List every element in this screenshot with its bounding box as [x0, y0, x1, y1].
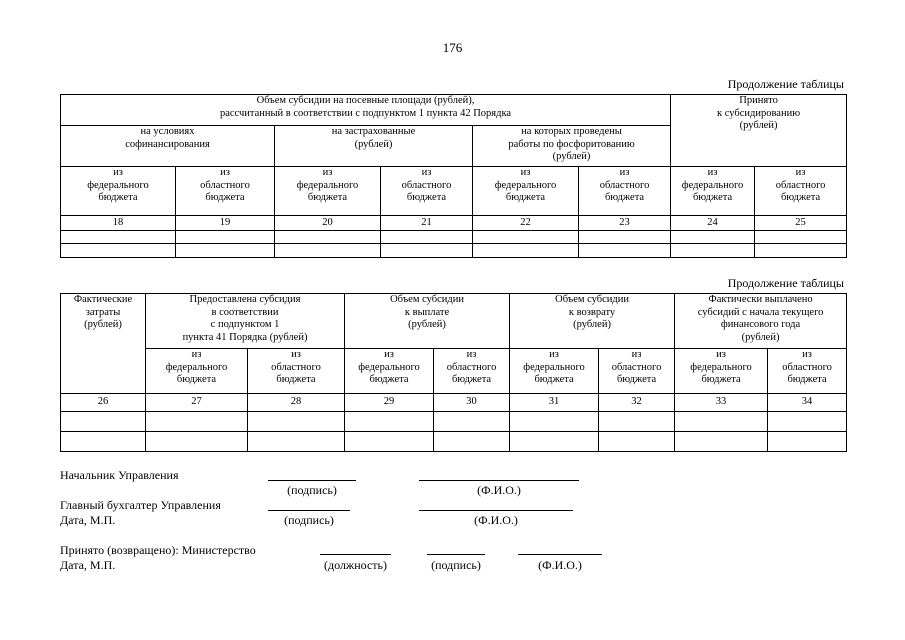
header-federal: из федерального бюджета: [345, 349, 434, 394]
header-federal: из федерального бюджета: [671, 167, 755, 216]
signature-line: [268, 480, 356, 481]
column-number: 31: [510, 394, 599, 412]
column-number: 22: [473, 216, 579, 231]
table-row: [61, 432, 847, 452]
signature-line: [427, 554, 485, 555]
date-stamp-label: Дата, М.П.: [60, 558, 116, 572]
header-actual-costs: Фактические затраты (рублей): [61, 294, 146, 394]
column-number: 30: [434, 394, 510, 412]
header-actually-paid: Фактически выплачено субсидий с начала текущего финансового года (рублей): [675, 294, 847, 349]
position-caption: (должность): [324, 558, 387, 572]
head-of-department-label: Начальник Управления: [60, 468, 179, 482]
header-granted-subsidy: Предоставлена субсидия в соответствии с подпунктом 1 пункта 41 Порядка (рублей): [146, 294, 345, 349]
column-number: 21: [381, 216, 473, 231]
column-number: 28: [248, 394, 345, 412]
header-sowing-volume: Объем субсидии на посевные площади (рублей), рассчитанный в соответствии с подпунктом 1 пункта 42 Порядка: [61, 95, 671, 126]
column-number-row: [61, 394, 847, 412]
header-regional: из областного бюджета: [768, 349, 847, 394]
header-federal: из федерального бюджета: [473, 167, 579, 216]
header-phosphorite: на которых проведены работы по фосфоритованию (рублей): [473, 126, 671, 167]
header-cofinancing: на условиях софинансирования: [61, 126, 275, 167]
column-number-row: [61, 216, 847, 231]
header-accepted: Принято к субсидированию (рублей): [671, 95, 847, 167]
column-number: 18: [61, 216, 176, 231]
header-regional: из областного бюджета: [599, 349, 675, 394]
column-number: 29: [345, 394, 434, 412]
fio-caption: (Ф.И.О.): [474, 513, 518, 527]
column-number: 33: [675, 394, 768, 412]
column-number: 19: [176, 216, 275, 231]
column-number: 24: [671, 216, 755, 231]
column-number: 32: [599, 394, 675, 412]
page-number: 176: [442, 40, 463, 55]
header-insured: на застрахованные (рублей): [275, 126, 473, 167]
column-number: 27: [146, 394, 248, 412]
fio-caption: (Ф.И.О.): [477, 483, 521, 497]
header-federal: из федерального бюджета: [510, 349, 599, 394]
date-stamp-label: Дата, М.П.: [60, 513, 116, 527]
column-number: 23: [579, 216, 671, 231]
position-line: [320, 554, 391, 555]
column-number: 26: [61, 394, 146, 412]
fio-caption: (Ф.И.О.): [538, 558, 582, 572]
header-return-volume: Объем субсидии к возврату (рублей): [510, 294, 675, 349]
chief-accountant-label: Главный бухгалтер Управления: [60, 498, 221, 512]
fio-line: [518, 554, 602, 555]
signature-caption: (подпись): [284, 513, 334, 527]
header-federal: из федерального бюджета: [675, 349, 768, 394]
column-number: 20: [275, 216, 381, 231]
header-regional: из областного бюджета: [381, 167, 473, 216]
fio-line: [419, 510, 573, 511]
fio-line: [419, 480, 579, 481]
header-payout-volume: Объем субсидии к выплате (рублей): [345, 294, 510, 349]
table-row: [61, 231, 847, 244]
header-regional: из областного бюджета: [579, 167, 671, 216]
table-row: [61, 244, 847, 258]
header-regional: из областного бюджета: [434, 349, 510, 394]
subsidy-table-2: [60, 293, 847, 452]
table-row: [61, 412, 847, 432]
header-federal: из федерального бюджета: [61, 167, 176, 216]
header-regional: из областного бюджета: [755, 167, 847, 216]
column-number: 34: [768, 394, 847, 412]
accepted-ministry-label: Принято (возвращено): Министерство: [60, 543, 256, 557]
continuation-label-1: Продолжение таблицы: [727, 77, 844, 91]
continuation-label-2: Продолжение таблицы: [727, 276, 844, 290]
subsidy-table-1: [60, 94, 847, 258]
column-number: 25: [755, 216, 847, 231]
signature-caption: (подпись): [431, 558, 481, 572]
signature-line: [268, 510, 350, 511]
header-federal: из федерального бюджета: [146, 349, 248, 394]
header-federal: из федерального бюджета: [275, 167, 381, 216]
header-regional: из областного бюджета: [248, 349, 345, 394]
header-regional: из областного бюджета: [176, 167, 275, 216]
signature-caption: (подпись): [287, 483, 337, 497]
